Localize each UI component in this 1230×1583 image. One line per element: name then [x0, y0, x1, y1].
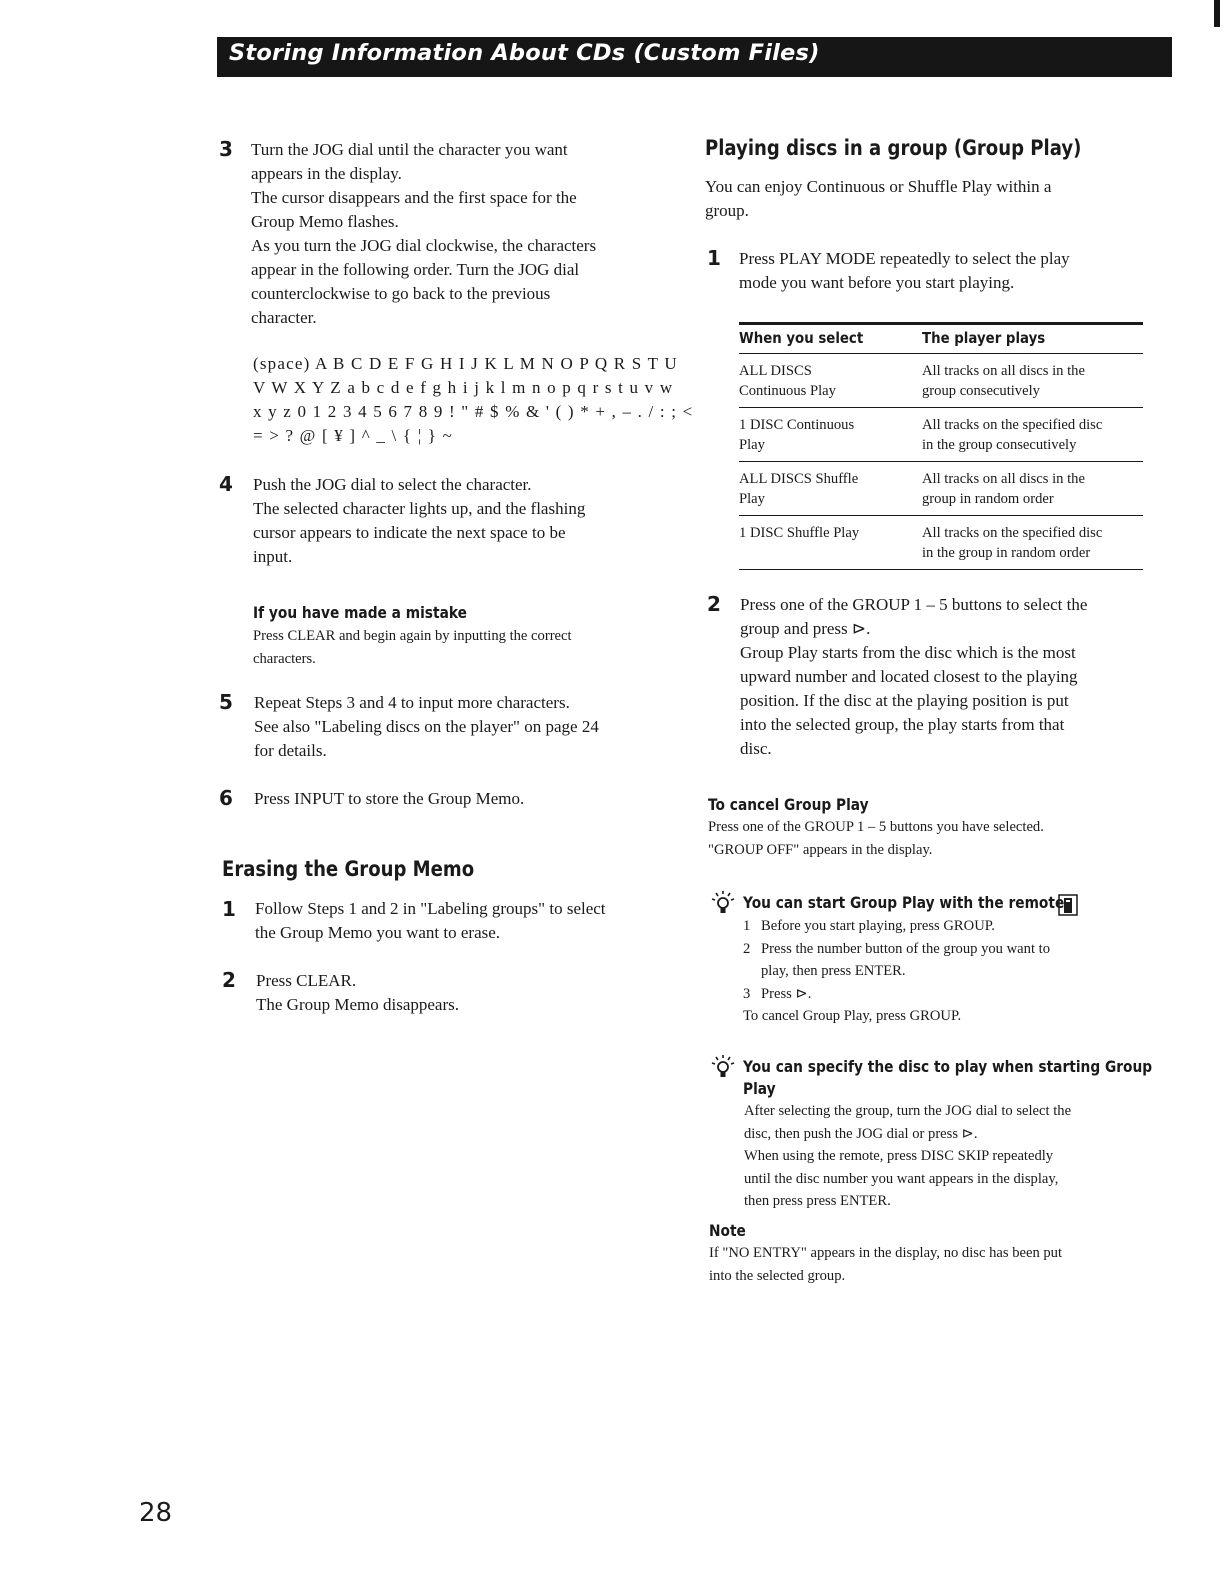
text-line: the Group Memo you want to erase.	[255, 923, 501, 942]
step-number: 4	[219, 472, 233, 496]
step-number: 2	[707, 592, 721, 616]
step-number: 5	[219, 690, 233, 714]
play-step-2-text	[740, 593, 1160, 761]
cancel-text	[708, 816, 1148, 861]
tip-specify-text	[744, 1100, 1164, 1213]
step-4-text	[253, 473, 673, 569]
text-line: until the disc number you want appears in the display,	[744, 1170, 1059, 1187]
text-line: appear in the following order. Turn the JOG dial	[251, 260, 580, 279]
mode-cell: 1 DISC Shuffle Play	[739, 516, 922, 570]
text-line: position. If the disc at the playing position is put	[740, 691, 1069, 710]
erase-step-1-text	[255, 897, 675, 945]
text-line: After selecting the group, turn the JOG dial to select the	[744, 1103, 1072, 1119]
text-line: See also "Labeling discs on the player" on page 24	[254, 717, 599, 736]
lightbulb-icon	[709, 890, 737, 918]
tip-specify-heading-cont: Play	[743, 1079, 776, 1098]
text-line: Repeat Steps 3 and 4 to input more characters.	[254, 693, 570, 712]
lightbulb-icon	[709, 1054, 737, 1082]
table-row	[739, 408, 1143, 462]
text-line: The selected character lights up, and the flashing	[253, 499, 586, 518]
list-item	[743, 960, 1163, 983]
list-number: 3	[743, 985, 751, 1002]
table-row	[739, 462, 1143, 516]
text-line: cursor appears to indicate the next space to be	[253, 523, 566, 542]
text-line: Press one of the GROUP 1 – 5 buttons you have selected.	[708, 819, 1044, 835]
mode-cell: ALL DISCS Shuffle Play	[739, 462, 922, 516]
cancel-heading: To cancel Group Play	[708, 795, 869, 814]
text-line: mode you want before you start playing.	[739, 273, 1015, 292]
list-text: play, then press ENTER.	[761, 963, 906, 979]
step-number: 2	[222, 968, 236, 992]
note-text	[709, 1242, 1149, 1287]
text-line: Push the JOG dial to select the character.	[253, 475, 532, 494]
group-play-heading: Playing discs in a group (Group Play)	[705, 136, 1082, 160]
text-line: into the selected group.	[709, 1267, 846, 1284]
tip-remote-heading: You can start Group Play with the remote	[743, 893, 1065, 912]
text-line: group and press ⊳.	[740, 619, 871, 638]
table-header-row	[739, 324, 1143, 354]
text-line: group.	[705, 201, 749, 220]
text-line: then press press ENTER.	[744, 1193, 891, 1209]
text-line: counterclockwise to go back to the previous	[251, 284, 551, 303]
step-number: 6	[219, 786, 233, 810]
header-label: The player plays	[922, 329, 1046, 347]
list-number: 1	[743, 918, 751, 934]
description-cell: All tracks on the specified disc in the group consecutively	[922, 408, 1143, 462]
text-line: Group Play starts from the disc which is the most	[740, 643, 1076, 662]
list-item	[743, 983, 1163, 1006]
step-5-text	[254, 691, 674, 763]
text-line: input.	[253, 547, 293, 566]
list-item	[743, 938, 1163, 961]
list-text: Press ⊳.	[761, 985, 812, 1002]
text-line: character.	[251, 308, 317, 327]
text-line: for details.	[254, 741, 327, 760]
mistake-text	[253, 625, 673, 670]
text-line: appears in the display.	[251, 164, 402, 183]
mistake-heading: If you have made a mistake	[253, 603, 467, 622]
character-set	[253, 352, 693, 448]
tip-specify-heading: You can specify the disc to play when starting Group	[743, 1057, 1153, 1076]
tip-remote-steps	[743, 915, 1163, 1028]
text-line: If "NO ENTRY" appears in the display, no disc has been put	[709, 1245, 1063, 1261]
description-cell: All tracks on all discs in the group consecutively	[922, 354, 1143, 408]
page-number: 28	[139, 1498, 173, 1528]
text-line: When using the remote, press DISC SKIP repeatedly	[744, 1148, 1054, 1164]
text-line: Press CLEAR and begin again by inputting the correct	[253, 628, 572, 644]
charset-line: V W X Y Z a b c d e f g h i j k l m n o p q r s t u v w	[253, 378, 674, 397]
text-line: upward number and located closest to the playing	[740, 667, 1078, 686]
mode-cell: ALL DISCS Continuous Play	[739, 354, 922, 408]
text-line: The cursor disappears and the first space for the	[251, 188, 577, 207]
list-item	[743, 915, 1163, 938]
text-line: As you turn the JOG dial clockwise, the characters	[251, 236, 597, 255]
section-banner	[217, 37, 1172, 77]
erase-step-2-text	[256, 969, 676, 1017]
charset-line: x y z 0 1 2 3 4 5 6 7 8 9 ! " # $ % & ' ( ) * + , – . / : ; <	[253, 402, 694, 421]
charset-line: (space) A B C D E F G H I J K L M N O P Q R S T U	[253, 354, 678, 373]
step-6-text	[254, 787, 674, 811]
text-line: disc.	[740, 739, 772, 758]
header-label: When you select	[739, 329, 864, 347]
text-line: Press INPUT to store the Group Memo.	[254, 789, 525, 808]
table-row	[739, 516, 1143, 570]
description-cell: All tracks on all discs in the group in random order	[922, 462, 1143, 516]
text-line: Press PLAY MODE repeatedly to select the play	[739, 249, 1070, 268]
erasing-heading: Erasing the Group Memo	[222, 857, 475, 881]
text-line: characters.	[253, 650, 316, 667]
table-header	[739, 324, 922, 354]
text-line: into the selected group, the play starts from that	[740, 715, 1065, 734]
mode-cell: 1 DISC Continuous Play	[739, 408, 922, 462]
table-header	[922, 324, 1143, 354]
note-heading: Note	[709, 1221, 746, 1240]
list-number: 2	[743, 940, 751, 957]
group-play-intro	[705, 175, 1145, 223]
list-text: Press the number button of the group you want to	[761, 940, 1050, 957]
charset-line: = > ? @ [ ¥ ] ^ _ \ { ¦ } ~	[253, 426, 453, 445]
remote-icon	[1058, 894, 1078, 916]
text-line: Turn the JOG dial until the character you want	[251, 140, 568, 159]
table-row	[739, 354, 1143, 408]
play-step-1-text	[739, 247, 1159, 295]
text-line: Follow Steps 1 and 2 in "Labeling groups" to select	[255, 899, 606, 918]
text-line: Press CLEAR.	[256, 971, 357, 990]
text-line: To cancel Group Play, press GROUP.	[743, 1008, 962, 1024]
text-line: You can enjoy Continuous or Shuffle Play within a	[705, 177, 1052, 196]
step-3-text	[251, 138, 671, 330]
section-title: Storing Information About CDs (Custom Files)	[229, 40, 820, 66]
edge-mark	[1214, 0, 1220, 27]
step-number: 3	[219, 137, 233, 161]
text-line: Press one of the GROUP 1 – 5 buttons to select the	[740, 595, 1088, 614]
text-line: "GROUP OFF" appears in the display.	[708, 841, 933, 858]
text-line: Group Memo flashes.	[251, 212, 399, 231]
step-number: 1	[222, 897, 236, 921]
list-text: Before you start playing, press GROUP.	[761, 918, 995, 934]
text-line: The Group Memo disappears.	[256, 995, 460, 1014]
step-number: 1	[707, 246, 721, 270]
play-mode-table	[739, 322, 1143, 570]
text-line: disc, then push the JOG dial or press ⊳.	[744, 1125, 978, 1142]
description-cell: All tracks on the specified disc in the group in random order	[922, 516, 1143, 570]
